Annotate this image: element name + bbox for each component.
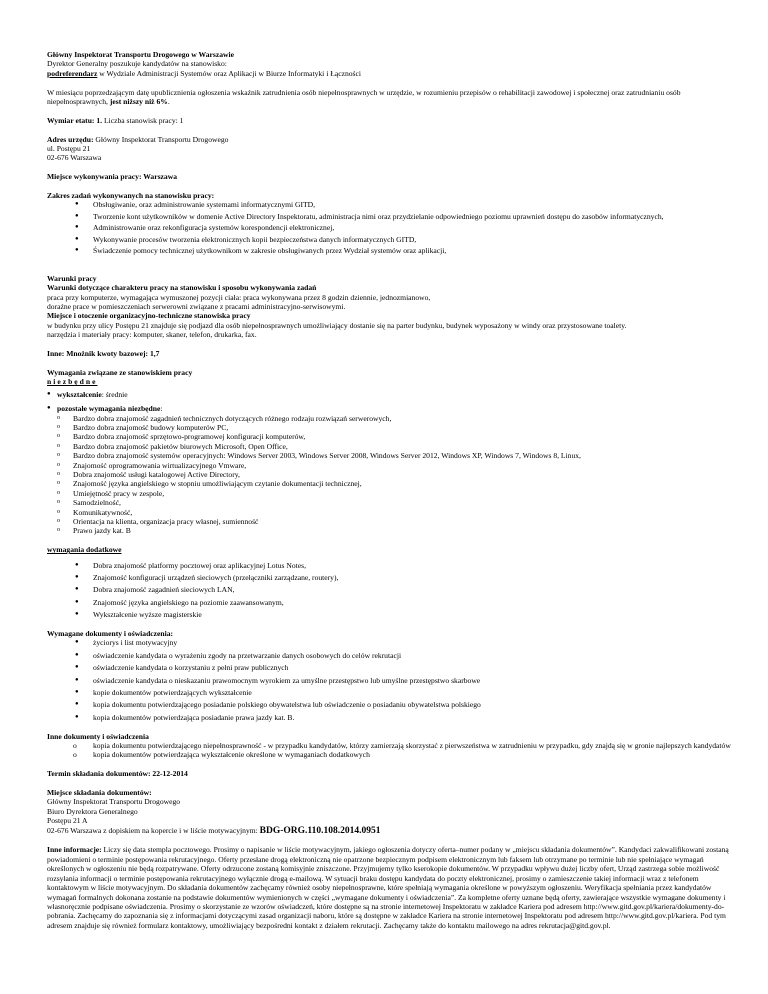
duty-item: ● Wykonywanie procesów tworzenia elektronicznych kopii bezpieczeństwa danych informatycznych GITD, [47,235,737,244]
additional-requirement-item: ● Dobra znajomość zagadnień sieciowych LAN, [47,585,737,594]
conditions-text-4: narzędzia i materiały pracy: komputer, skaner, telefon, drukarka, fax. [47,330,257,340]
requirement-item: o Dobra znajomość usługi katalogowej Active Directory, [57,470,737,479]
disability-note-end: . [167,97,170,107]
documents-list [47,638,737,722]
submission-line-2: Biuro Dyrektora Generalnego [47,806,138,816]
other-documents-title: Inne dokumenty i oświadczenia [47,731,149,741]
conditions-subtitle: Warunki dotyczące charakteru pracy na stanowisku i sposobu wykonywania zadań [47,283,317,293]
required-list [47,390,737,536]
duty-item: ● Administrowanie oraz rekonfiguracja systemów korespondencji elektronicznej, [47,223,737,232]
document-item: ● życiorys i list motywacyjny [47,638,737,647]
employment-value: 1. [96,115,103,125]
requirement-item: o Prawo jazdy kat. B [57,526,737,535]
document-item: ● kopia dokumentu potwierdzającego posiadanie polskiego obywatelstwa lub oświadczenie o posiadaniu obywatelstwa polskiego [47,700,737,709]
documents-section [47,629,737,722]
duty-item: ● Obsługiwanie, oraz administrowanie systemami informatycznymi GITD, [47,200,737,209]
address-label: Adres urzędu: [47,134,94,144]
address-org: Główny Inspektorat Transportu Drogowego [93,134,229,144]
document-item: ● oświadczenie kandydata o korzystaniu z pełni praw publicznych [47,663,737,672]
education-label: wykształcenie [57,389,102,399]
other-documents-list [47,741,737,760]
position-line [47,69,737,78]
submission-title: Miejsce składania dokumentów: [47,788,152,798]
education-requirement [47,390,737,399]
header-section [47,50,737,78]
info-text: Liczy się data stempla pocztowego. Prosimy o napisanie w liście motywacyjnym, jakiego ogłoszenia dotyczy oferta–numer podany w „miejscu składania dokumentów”. Kandydaci zakwalifikowani zostaną powiadomieni o terminie postępowania rekrutacyjnego. Oferty przesłane drogą elektroniczną nie opatrzone bezpiecznym podpisem elektronicznym lub faksem lub otrzymane po terminie lub nie spełniające wymagań określonych w ogłoszeniu nie będą rozpatrywane. Oferty odrzucone zostaną komisyjnie zniszczone. Przyjmujemy tylko kserokopie dokumentów. W przypadku wpływu dużej liczby ofert, Urząd zastrzega sobie możliwość rozsyłania informacji o terminie postępowania rekrutacyjnego wyłącznie drogą e-mailową. W sytuacji braku dostępu kandydata do poczty elektronicznej, prosimy o zamieszczenie takiej informacji wraz z telefonem kontaktowym w liście motywacyjnym. Do składania dokumentów zachęcamy również osoby niepełnosprawne, które spełniają wymagania określone w powyższym ogłoszeniu. Weryfikacja spełniania przez kandydatów wymagań formalnych dokonana zostanie na podstawie dokumentów wymienionych w części „wymagane dokumenty i oświadczenia”. Za kompletne oferty uznane będą oferty, zawierające wszystkie wymagane dokumenty i własnoręcznie podpisane oświadczenia. Prosimy o skorzystanie ze wzorów oświadczeń, które dostępne są na stronie internetowej Inspektoratu w zakładce Kariera pod adresem http://www.gitd.gov.pl/kariera/dokumenty-do-pobrania. Zachęcamy do zapoznania się z informacjami dotyczącymi zasad organizacji naboru, które są dostępne w zakładce Kariera na stronie internetowej Inspektoratu pod adresem http://www.gitd.gov.pl/kariera. Pod tym adresem znajduje się również formularz kontaktowy, umożliwiający bezpośredni kontakt z działem rekrutacji. Zachęcamy także do kontaktu mailowego na adres rekrutacja@gitd.gov.pl. [47,845,729,930]
submission-line-3: Postępu 21 A [47,816,88,826]
workplace-line: Miejsce wykonywania pracy: Warszawa [47,172,177,182]
additional-requirement-item: ● Znajomość konfiguracji urządzeń sieciowych (przełączniki zarządzane, routery), [47,573,737,582]
address-line-3: 02-676 Warszawa [47,153,102,163]
reference-number: BDG-ORG.110.108.2014.0951 [259,825,381,836]
info-label: Inne informacje: [47,845,102,855]
documents-title: Wymagane dokumenty i oświadczenia: [47,629,174,638]
requirement-item: o Znajomość oprogramowania wirtualizacyjnego Vmware, [57,461,737,470]
submission-line-1: Główny Inspektorat Transportu Drogowego [47,797,181,807]
requirement-item: o Samodzielność, [57,498,737,507]
address-section [47,135,737,163]
document-item: ● oświadczenie kandydata o nieskazaniu prawomocnym wyrokiem za umyślne przestępstwo lub umyślne przestępstwo skarbowe [47,676,737,685]
address-line-1 [47,135,737,144]
other-requirements [47,404,737,536]
requirements-title: Wymagania związane ze stanowiskiem pracy [47,367,193,377]
other-documents-section [47,732,737,760]
employment-label: Wymiar etatu: [47,115,97,125]
requirement-item: o Bardzo dobra znajomość pakietów biurowych Microsoft, Open Office, [57,442,737,451]
requirements-section [47,368,737,536]
requirement-item: o Umiejętność pracy w zespole, [57,489,737,498]
conditions-text-1: praca przy komputerze, wymagająca wymuszonej pozycji ciała: praca wykonywana przez 8 godzin dziennie, jednozmianowo, [47,292,431,302]
disability-note-bold: jest niższy niż 6% [109,97,168,107]
additional-requirement-item: ● Wykształcenie wyższe magisterskie [47,610,737,619]
other-requirements-colon: : [160,404,163,414]
document-item: ● oświadczenie kandydata o wyrażeniu zgody na przetwarzanie danych osobowych do celów rekrutacji [47,651,737,660]
document-item: ● kopia dokumentów potwierdzająca posiadanie prawa jazdy kat. B. [47,713,737,722]
duties-list [47,200,737,255]
additional-title: wymagania dodatkowe [47,545,122,555]
additional-requirement-item: ● Dobra znajomość platformy pocztowej oraz aplikacyjnej Lotus Notes, [47,561,737,570]
employment-count: Liczba stanowisk pracy: 1 [102,115,184,125]
other-requirements-label: pozostałe wymagania niezbędne [57,404,161,414]
position-department: w Wydziale Administracji Systemów oraz Aplikacji w Biurze Informatyki i Łączności [97,68,361,78]
organization-name: Główny Inspektorat Transportu Drogowego w Warszawie [47,50,234,59]
position-title: podreferendarz [47,68,98,78]
duty-item: ● Świadczenie pomocy technicznej użytkownikom w zakresie obsługiwanych przez Wydział systemów oraz aplikacji, [47,246,737,255]
requirement-item: o Znajomość języka angielskiego w stopniu umożliwiającym czytanie dokumentacji technicznej, [57,479,737,488]
disability-note [47,88,737,107]
deadline-line: Termin składania dokumentów: 22-12-2014 [47,769,188,779]
submission-line-4 [47,826,737,836]
other-document-item: o kopia dokumentów potwierdzająca wykształcenie określone w wymaganiach dodatkowych [47,750,737,759]
conditions-text-3: w budynku przy ulicy Postępu 21 znajduje się podjazd dla osób niepełnosprawnych umożliwiający dostanie się na parter budynku, budynek wyposażony w windy oraz przystosowane toalety. [47,320,627,330]
conditions-section [47,274,737,340]
education-value: : średnie [101,389,128,399]
requirement-item: o Bardzo dobra znajomość zagadnień technicznych dotyczących różnego rodzaju rozwiązań serwerowych, [57,414,737,423]
employment-line [47,116,737,125]
requirement-item: o Orientacja na klienta, organizacja pracy własnej, sumienność [57,517,737,526]
employer-line: Dyrektor Generalny poszukuje kandydatów na stanowisko: [47,59,227,69]
job-posting-document [47,50,737,940]
additional-section [47,545,737,619]
additional-list [47,561,737,620]
requirement-item: o Komunikatywność, [57,508,737,517]
submission-section [47,788,737,836]
conditions-title: Warunki pracy [47,273,97,283]
required-label: niezbędne [47,377,98,387]
document-item: ● kopie dokumentów potwierdzających wykształcenie [47,688,737,697]
requirement-item: o Bardzo dobra znajomość sprzętowo-programowej konfiguracji komputerów, [57,432,737,441]
info-section [47,845,737,930]
submission-instruction: 02-676 Warszawa z dopiskiem na kopercie i w liście motywacyjnym: [47,825,260,835]
other-requirements-list [57,414,737,536]
requirement-item: o Bardzo dobra znajomość systemów operacyjnych: Windows Server 2003, Windows Server 2008, Windows Server 2012, Windows XP, Windows 7, Windows 8, Linux, [57,451,737,460]
other-document-item: o kopia dokumentu potwierdzającego niepełnosprawność - w przypadku kandydatów, którzy zamierzają skorzystać z pierwszeństwa w zatrudnieniu w przypadku, gdy znajdą się w gronie najlepszych kandydatów [47,741,737,750]
duties-section [47,191,737,255]
conditions-environment-title: Miejsce i otoczenie organizacyjno-techniczne stanowiska pracy [47,311,251,321]
disability-note-text: W miesiącu poprzedzającym datę upublicznienia ogłoszenia wskaźnik zatrudnienia osób niepełnosprawnych w urzędzie, w rozumieniu przepisów o rehabilitacji zawodowej i społecznej oraz zatrudnianiu osób niepełnosprawnych, [47,87,681,107]
address-line-2: ul. Postępu 21 [47,144,91,154]
duties-title: Zakres zadań wykonywanych na stanowisku pracy: [47,191,215,201]
salary-multiplier: Inne: Mnożnik kwoty bazowej: 1,7 [47,349,160,359]
additional-requirement-item: ● Znajomość języka angielskiego na poziomie zaawansowanym, [47,598,737,607]
requirement-item: o Bardzo dobra znajomość budowy komputerów PC, [57,423,737,432]
duty-item: ● Tworzenie kont użytkowników w domenie Active Directory Inspektoratu, administracja nimi oraz przydzielanie odpowiedniego poziomu uprawnień dostępu do zasobów informatycznych, [47,212,737,221]
conditions-text-2: doraźne prace w pomieszczeniach serwerowni związane z pracami administracyjno-serwisowymi. [47,302,346,312]
